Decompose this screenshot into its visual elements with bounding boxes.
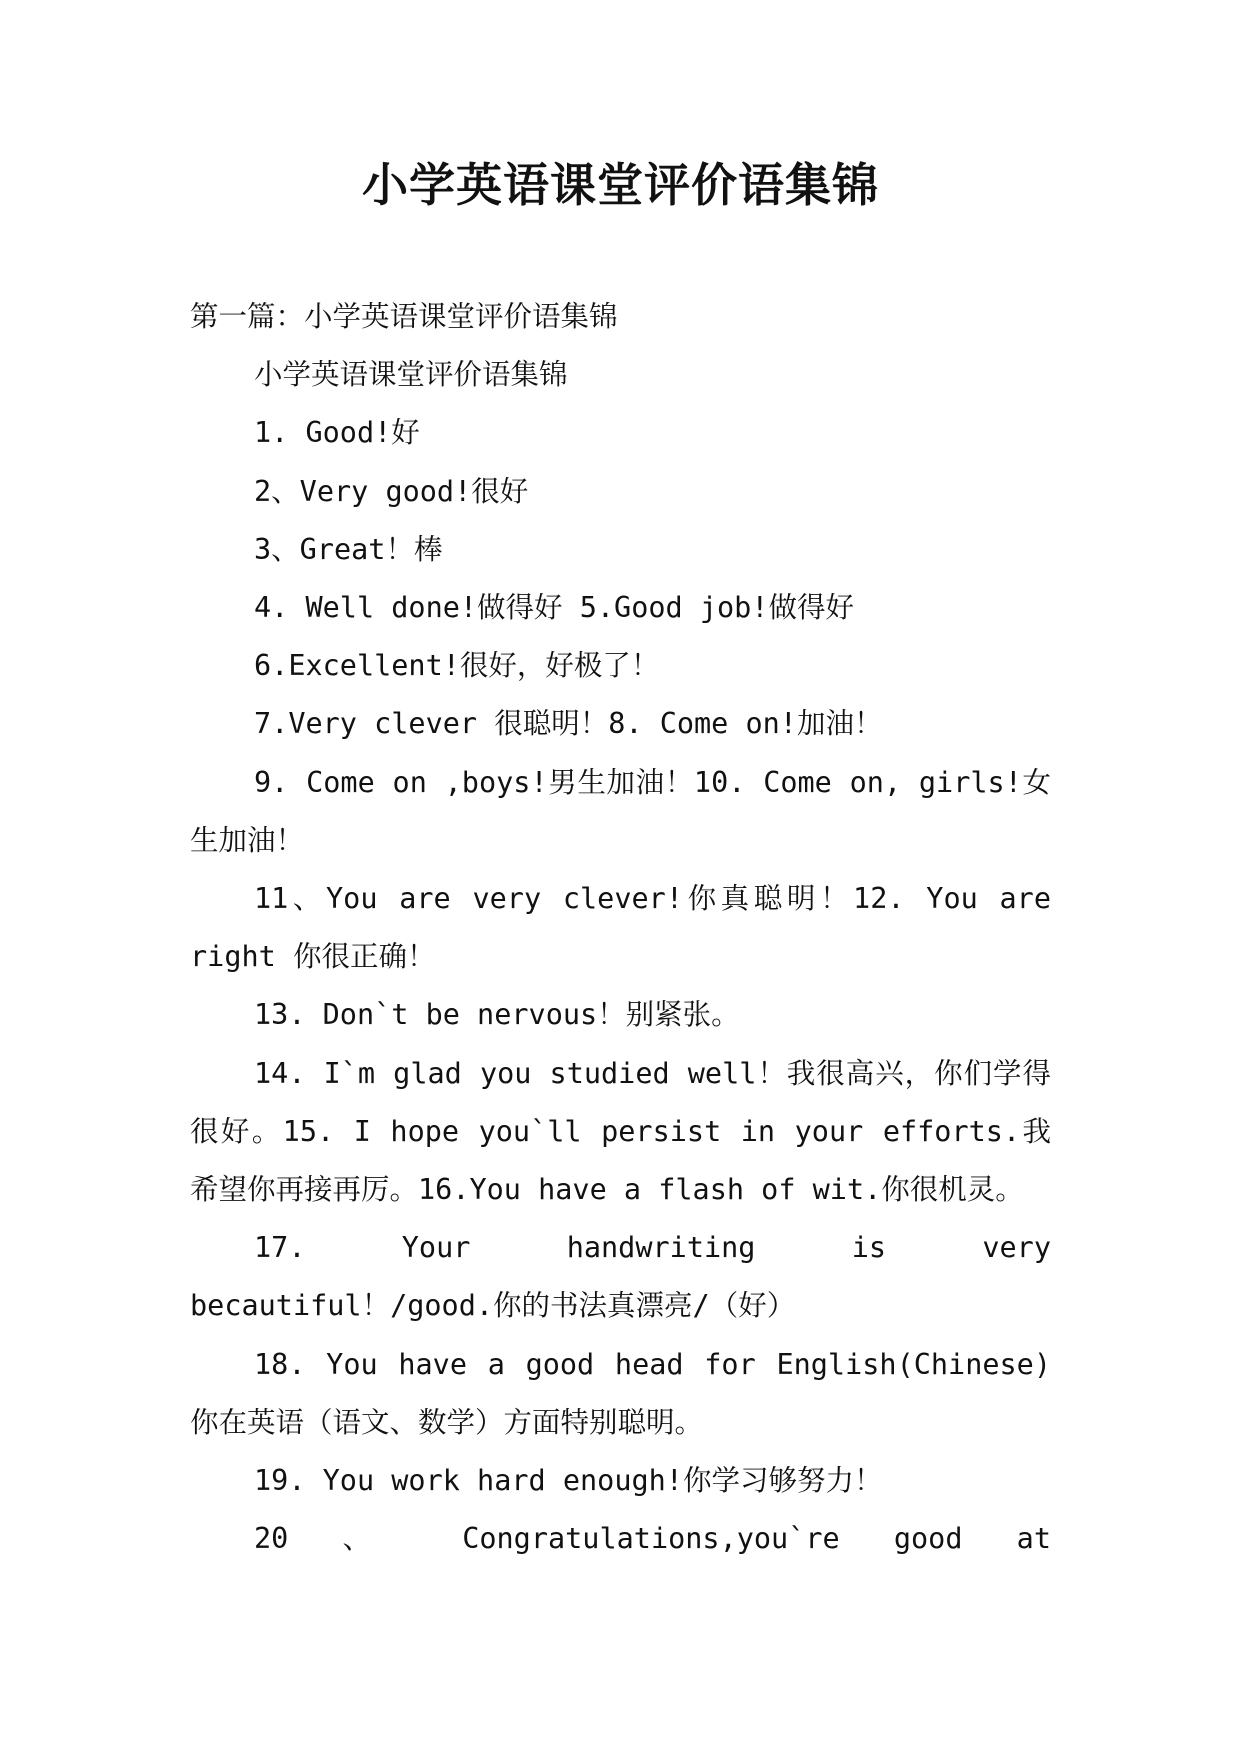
phrase-item: 14. I`m glad you studied well！我很高兴，你们学得很好。15. I hope you`ll persist in your efforts.我希望你再接再厉。16.You have a flash of wit.你很机灵。 — [190, 1056, 1051, 1207]
phrase-item: 9. Come on ,boys!男生加油！10. Come on, girls!女生加油！ — [190, 765, 1051, 857]
subtitle-line: 小学英语课堂评价语集锦 — [254, 358, 568, 392]
phrase-item: 13. Don`t be nervous！别紧张。 — [254, 998, 740, 1032]
phrase-item: 20 、 Congratulations,you`re good at — [254, 1522, 1051, 1556]
phrase-item: 19. You work hard enough!你学习够努力！ — [254, 1464, 883, 1498]
phrase-item: 7.Very clever 很聪明！8. Come on!加油！ — [254, 707, 883, 741]
document-title: 小学英语课堂评价语集锦 — [362, 158, 879, 212]
document-body — [190, 288, 1051, 1568]
phrase-item: 18. You have a good head for English(Chinese)你在英语（语文、数学）方面特别聪明。 — [190, 1347, 1051, 1439]
section-heading: 第一篇：小学英语课堂评价语集锦 — [190, 300, 618, 333]
phrase-item: 4. Well done!做得好 5.Good job!做得好 — [254, 591, 854, 625]
phrase-item: 1. Good!好 — [254, 416, 420, 450]
phrase-item: 17. Your handwriting is very becautiful！/good.你的书法真漂亮/（好） — [190, 1231, 1051, 1323]
phrase-item: 11、You are very clever!你真聪明！12. You are right 你很正确！ — [190, 882, 1051, 974]
phrase-item: 3、Great！棒 — [254, 532, 443, 566]
phrase-item: 6.Excellent!很好，好极了！ — [254, 649, 660, 683]
phrase-item: 2、Very good!很好 — [254, 474, 529, 508]
